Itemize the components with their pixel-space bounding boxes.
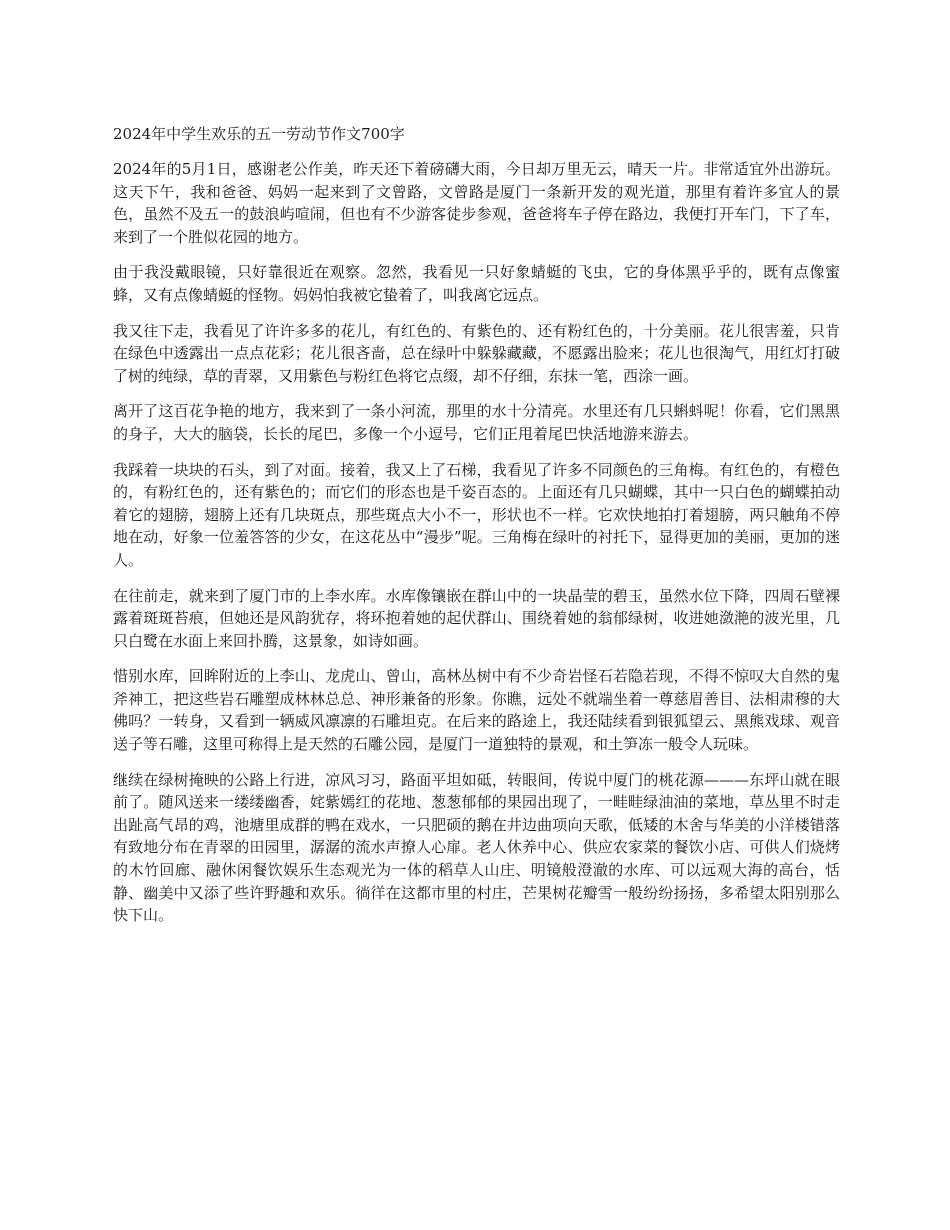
paragraph-6: 在往前走，就来到了厦门市的上李水库。水库像镶嵌在群山中的一块晶莹的碧玉，虽然水位下降，四周石壁裸露着斑斑苔痕，但她还是风韵犹存，将环抱着她的起伏群山、围绕着她的翁郁绿树，收进她潋滟的波光里，几只白鹭在水面上来回扑腾，这景象，如诗如画。 <box>113 586 840 650</box>
paragraph-8: 继续在绿树掩映的公路上行进，凉风习习，路面平坦如砥，转眼间，传说中厦门的桃花源———东坪山就在眼前了。随风送来一缕缕幽香，姹紫嫣红的花地、葱葱郁郁的果园出现了，一畦畦绿油油的菜地，草丛里不时走出趾高气昂的鸡，池塘里成群的鸭在戏水，一只肥硕的鹅在井边曲项向天歌，低矮的木舍与华美的小洋楼错落有致地分布在青翠的田园里，潺潺的流水声撩人心扉。老人休养中心、供应农家菜的餐饮小店、可供人们烧烤的木竹回廊、融休闲餐饮娱乐生态观光为一体的稻草人山庄、明镜般澄澈的水库、可以远观大海的高台，恬静、幽美中又添了些许野趣和欢乐。徜徉在这都市里的村庄，芒果树花瓣雪一般纷纷扬扬，多希望太阳别那么快下山。 <box>113 770 840 925</box>
paragraph-1: 2024年的5月1日，感谢老公作美，昨天还下着磅礴大雨，今日却万里无云，晴天一片。非常适宜外出游玩。这天下午，我和爸爸、妈妈一起来到了文曾路，文曾路是厦门一条新开发的观光道，那里有着许多宜人的景色，虽然不及五一的鼓浪屿喧闹，但也有不少游客徒步参观，爸爸将车子停在路边，我便打开车门，下了车，来到了一个胜似花园的地方。 <box>113 160 840 246</box>
paragraph-4: 离开了这百花争艳的地方，我来到了一条小河流，那里的水十分清亮。水里还有几只蝌蚪呢！你看，它们黑黑的身子，大大的脑袋，长长的尾巴，多像一个小逗号，它们正甩着尾巴快活地游来游去。 <box>113 402 840 443</box>
paragraph-5: 我踩着一块块的石头，到了对面。接着，我又上了石梯，我看见了许多不同颜色的三角梅。有红色的，有橙色的，有粉红色的，还有紫色的；而它们的形态也是千姿百态的。上面还有几只蝴蝶，其中一只白色的蝴蝶拍动着它的翅膀，翅膀上还有几块斑点，那些斑点大小不一，形状也不一样。它欢快地拍打着翅膀，两只触角不停地在动，好象一位羞答答的少女，在这花丛中“漫步”呢。三角梅在绿叶的衬托下，显得更加的美丽，更加的迷人。 <box>113 460 840 569</box>
paragraph-3: 我又往下走，我看见了许许多多的花儿，有红色的、有紫色的、还有粉红色的，十分美丽。花儿很害羞，只肯在绿色中透露出一点点花彩；花儿很吝啬，总在绿叶中躲躲藏藏，不愿露出脸来；花儿也很淘气，用红灯打破了树的纯绿，草的青翠，又用紫色与粉红色将它点缀，却不仔细，东抹一笔，西涂一画。 <box>113 321 840 385</box>
paragraph-7: 惜别水库，回眸附近的上李山、龙虎山、曾山，高林丛树中有不少奇岩怪石若隐若现，不得不惊叹大自然的鬼斧神工，把这些岩石雕塑成林林总总、神形兼备的形象。你瞧，远处不就端坐着一尊慈眉善目、法相肃穆的大佛吗？一转身，又看到一辆威风凛凛的石雕坦克。在后来的路途上，我还陆续看到银狐望云、黑熊戏球、观音送子等石雕，这里可称得上是天然的石雕公园，是厦门一道独特的景观，和土笋冻一般令人玩味。 <box>113 667 840 754</box>
document-page <box>113 122 840 940</box>
document-title: 2024年中学生欢乐的五一劳动节作文700字 <box>113 125 405 143</box>
paragraph-2: 由于我没戴眼镜，只好靠很近在观察。忽然，我看见一只好象蜻蜓的飞虫，它的身体黑乎乎的，既有点像蜜蜂，又有点像蜻蜓的怪物。妈妈怕我被它蛰着了，叫我离它远点。 <box>113 263 840 304</box>
